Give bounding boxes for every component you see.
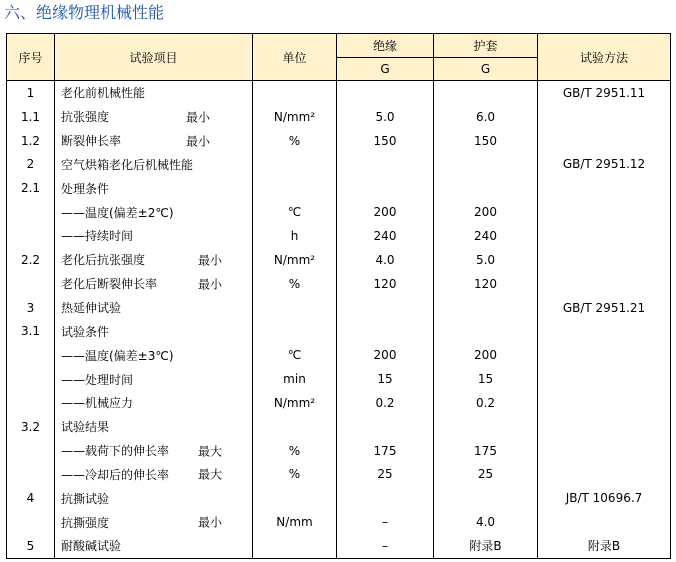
row-item: ——温度(偏差±3℃) [61,348,174,363]
row-sheath-value: 150 [434,129,538,153]
row-insulation-value: 15 [337,367,434,391]
row-sheath-value [434,176,538,200]
row-insulation-value: 175 [337,439,434,463]
row-qualifier: 最小 [186,110,211,125]
row-no: 4 [7,486,55,510]
row-method [538,248,671,272]
row-insulation-value: 200 [337,343,434,367]
row-sheath-value: 附录B [434,534,538,558]
row-method: GB/T 2951.12 [538,153,671,177]
row-insulation-value [337,319,434,343]
row-sheath-value: 25 [434,463,538,487]
spec-table [6,33,671,559]
row-method [538,176,671,200]
header-item: 试验项目 [55,34,253,81]
row-unit: % [253,129,337,153]
table-row [7,319,671,343]
row-sheath-value [434,415,538,439]
row-unit: N/mm² [253,105,337,129]
table-row [7,296,671,320]
row-item: 老化后断裂伸长率 [61,277,158,292]
row-no: 3.1 [7,319,55,343]
row-insulation-value [337,81,434,105]
row-no: 2.1 [7,176,55,200]
table-row [7,248,671,272]
row-sheath-value: 5.0 [434,248,538,272]
table-row [7,486,671,510]
row-method [538,129,671,153]
row-unit: N/mm [253,510,337,534]
row-no [7,272,55,296]
section-title: 六、绝缘物理机械性能 [4,3,165,22]
row-unit [253,486,337,510]
row-unit [253,415,337,439]
row-method: 附录B [538,534,671,558]
row-sheath-value: 6.0 [434,105,538,129]
row-method [538,272,671,296]
row-qualifier: 最大 [198,467,223,482]
row-unit: % [253,463,337,487]
row-insulation-value: 0.2 [337,391,434,415]
row-insulation-value: – [337,510,434,534]
row-sheath-value: 200 [434,343,538,367]
table-row [7,224,671,248]
row-method [538,343,671,367]
row-item: ——机械应力 [61,396,134,411]
row-insulation-value: 4.0 [337,248,434,272]
row-method [538,224,671,248]
row-item: 抗撕试验 [61,491,110,506]
table-row [7,367,671,391]
row-sheath-value [434,81,538,105]
row-unit: N/mm² [253,391,337,415]
row-insulation-value: 200 [337,200,434,224]
row-no [7,391,55,415]
row-sheath-value: 15 [434,367,538,391]
row-no [7,200,55,224]
row-insulation-value: 5.0 [337,105,434,129]
row-sheath-value [434,153,538,177]
row-item: 抗撕强度 [61,515,110,530]
row-qualifier: 最小 [198,515,223,530]
row-no: 1.1 [7,105,55,129]
header-insulation-grade: G [337,58,434,81]
row-item: ——处理时间 [61,372,134,387]
row-insulation-value [337,153,434,177]
row-no: 3 [7,296,55,320]
row-insulation-value: 150 [337,129,434,153]
table-body [7,81,671,559]
row-item: 处理条件 [61,181,110,196]
row-item: ——温度(偏差±2℃) [61,205,174,220]
row-no [7,224,55,248]
row-method: GB/T 2951.21 [538,296,671,320]
row-item: 耐酸碱试验 [61,539,122,554]
row-qualifier: 最小 [198,277,223,292]
row-method [538,415,671,439]
table-row [7,81,671,105]
row-unit [253,176,337,200]
header-sheath: 护套 [434,34,538,58]
table-row [7,105,671,129]
table-row [7,272,671,296]
table-row [7,153,671,177]
row-insulation-value [337,486,434,510]
row-no [7,510,55,534]
row-insulation-value [337,415,434,439]
row-insulation-value [337,296,434,320]
row-method [538,463,671,487]
row-no: 2 [7,153,55,177]
row-unit [253,319,337,343]
row-method: GB/T 2951.11 [538,81,671,105]
header-sheath-grade: G [434,58,538,81]
row-no: 2.2 [7,248,55,272]
row-qualifier: 最小 [198,253,223,268]
row-no [7,439,55,463]
row-insulation-value: 25 [337,463,434,487]
row-unit: N/mm² [253,248,337,272]
row-insulation-value: 120 [337,272,434,296]
row-sheath-value [434,486,538,510]
row-unit: % [253,272,337,296]
row-no: 3.2 [7,415,55,439]
row-sheath-value: 120 [434,272,538,296]
row-item: ——冷却后的伸长率 [61,467,170,482]
row-item: ——载荷下的伸长率 [61,444,170,459]
row-sheath-value: 175 [434,439,538,463]
row-item: 试验条件 [61,324,110,339]
row-method [538,391,671,415]
table-row [7,391,671,415]
row-sheath-value [434,296,538,320]
row-item: 断裂伸长率 [61,134,122,149]
row-no: 1 [7,81,55,105]
row-insulation-value [337,176,434,200]
table-row [7,129,671,153]
row-unit: min [253,367,337,391]
table-row [7,176,671,200]
row-item: 空气烘箱老化后机械性能 [61,157,194,172]
table-header [7,34,671,81]
row-method [538,367,671,391]
row-item: 试验结果 [61,420,110,435]
row-insulation-value: – [337,534,434,558]
table-row [7,463,671,487]
row-method: JB/T 10696.7 [538,486,671,510]
row-qualifier: 最小 [186,134,211,149]
row-no [7,343,55,367]
row-item: 老化后抗张强度 [61,253,146,268]
header-no: 序号 [7,34,55,81]
row-unit [253,153,337,177]
row-no [7,463,55,487]
row-unit [253,81,337,105]
row-sheath-value: 0.2 [434,391,538,415]
header-method: 试验方法 [538,34,671,81]
table-row [7,200,671,224]
row-qualifier: 最大 [198,444,223,459]
row-unit: ℃ [253,200,337,224]
row-sheath-value: 4.0 [434,510,538,534]
row-insulation-value: 240 [337,224,434,248]
row-method [538,319,671,343]
table-row [7,510,671,534]
row-method [538,510,671,534]
row-item: 老化前机械性能 [61,86,146,101]
row-no [7,367,55,391]
row-item: ——持续时间 [61,229,134,244]
row-sheath-value [434,319,538,343]
row-unit: ℃ [253,343,337,367]
row-sheath-value: 200 [434,200,538,224]
row-method [538,200,671,224]
row-no: 1.2 [7,129,55,153]
table-row [7,343,671,367]
row-method [538,105,671,129]
table-row [7,439,671,463]
row-method [538,439,671,463]
row-item: 热延伸试验 [61,301,122,316]
table-row [7,415,671,439]
row-item: 抗张强度 [61,110,110,125]
header-unit: 单位 [253,34,337,81]
row-no: 5 [7,534,55,558]
row-unit [253,534,337,558]
header-insulation: 绝缘 [337,34,434,58]
row-unit [253,296,337,320]
row-sheath-value: 240 [434,224,538,248]
row-unit: h [253,224,337,248]
table-row [7,534,671,558]
row-unit: % [253,439,337,463]
